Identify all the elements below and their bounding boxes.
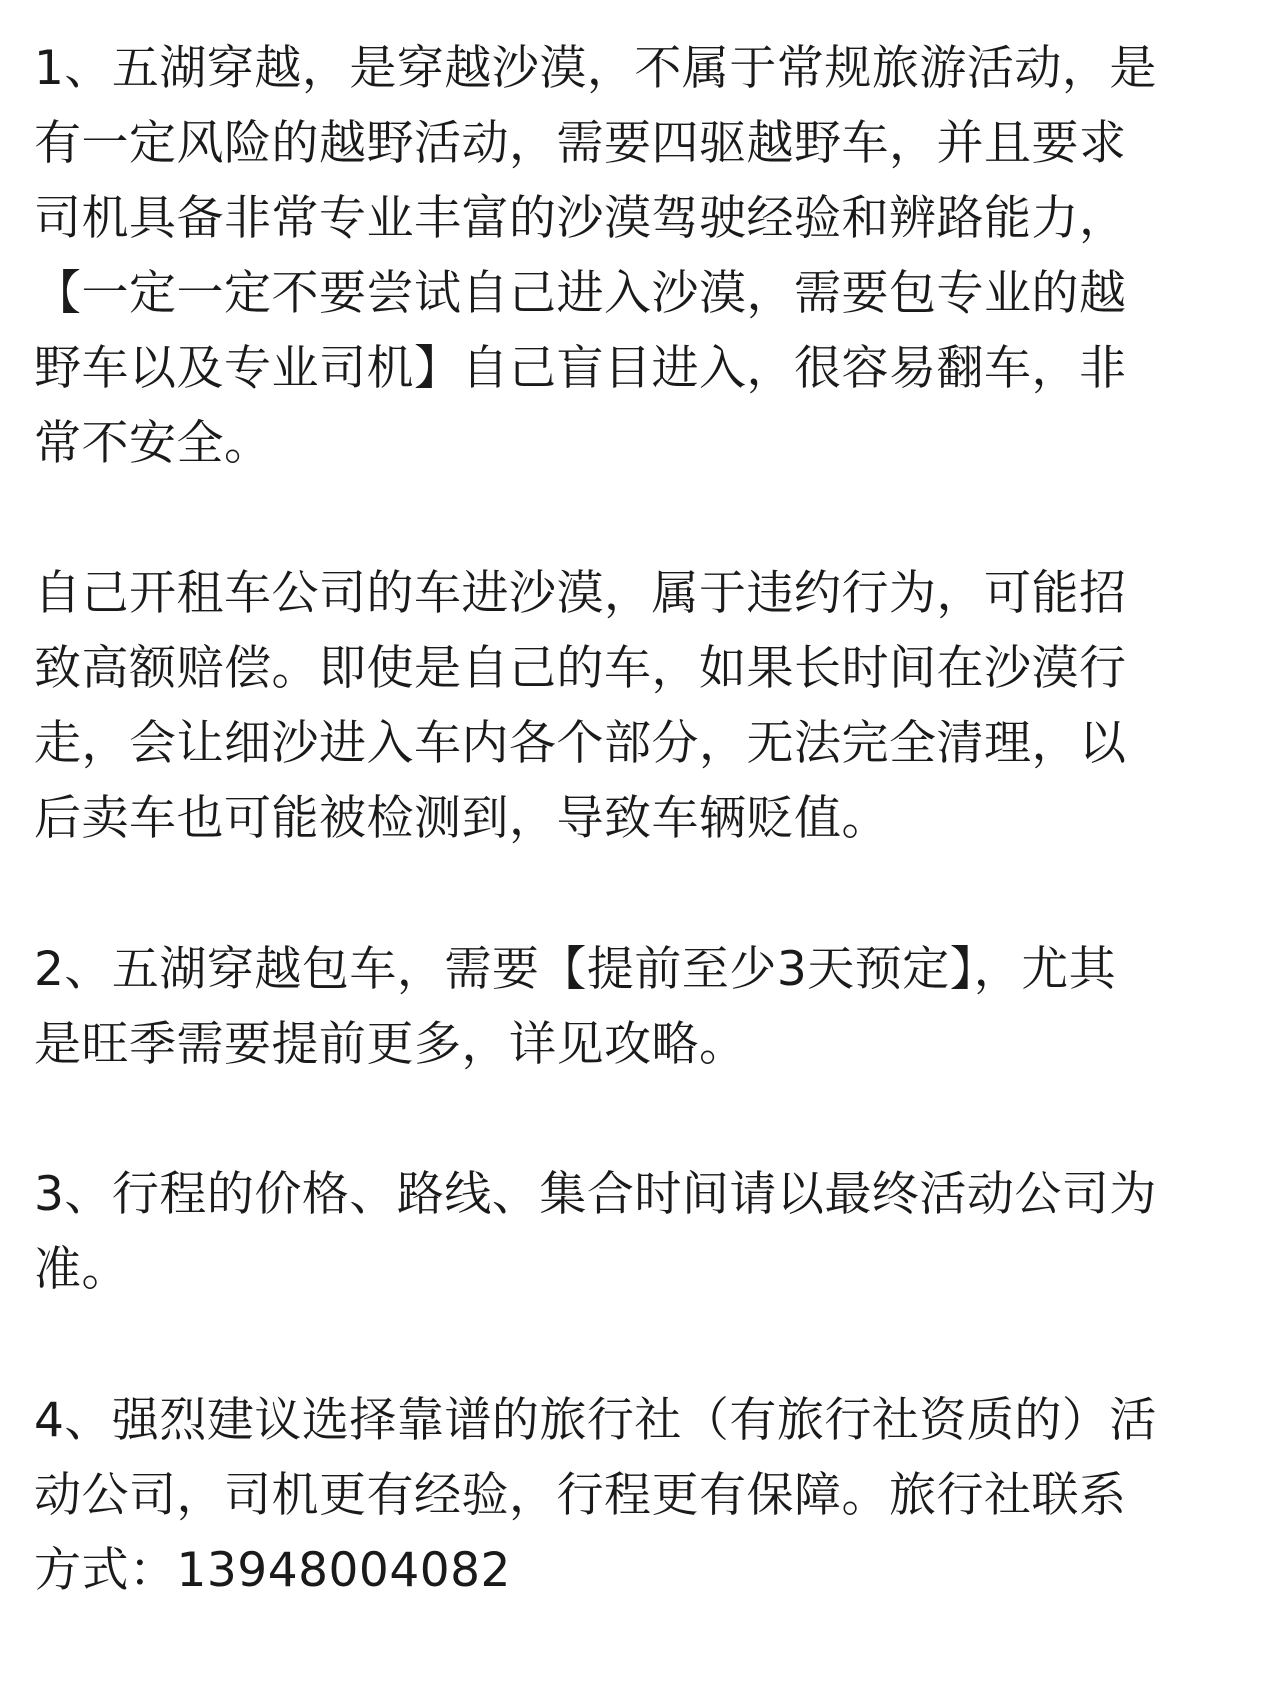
text-line: 自己开租车公司的车进沙漠，属于违约行为，可能招 [34, 566, 1127, 621]
text-line: 1、五湖穿越，是穿越沙漠，不属于常规旅游活动，是 [34, 41, 1157, 96]
text-line: 有一定风险的越野活动，需要四驱越野车，并且要求 [34, 116, 1127, 171]
text-line: 4、强烈建议选择靠谱的旅行社（有旅行社资质的）活 [34, 1393, 1157, 1448]
text-line: 野车以及专业司机】自己盲目进入，很容易翻车，非 [34, 341, 1127, 396]
text-line: 方式：13948004082 [34, 1543, 511, 1598]
text-line: 走，会让细沙进入车内各个部分，无法完全清理，以 [34, 716, 1127, 771]
text-line: 是旺季需要提前更多，详见攻略。 [34, 1017, 747, 1072]
text-line: 准。 [34, 1242, 129, 1297]
text-line: 3、行程的价格、路线、集合时间请以最终活动公司为 [34, 1167, 1157, 1222]
text-line: 后卖车也可能被检测到，导致车辆贬值。 [34, 791, 889, 846]
text-line: 2、五湖穿越包车，需要【提前至少3天预定】，尤其 [34, 942, 1117, 997]
text-line: 动公司，司机更有经验，行程更有保障。旅行社联系 [34, 1468, 1127, 1523]
text-line: 【一定一定不要尝试自己进入沙漠，需要包专业的越 [34, 266, 1127, 321]
text-line: 常不安全。 [34, 416, 272, 471]
text-line: 司机具备非常专业丰富的沙漠驾驶经验和辨路能力， [34, 191, 1127, 246]
text-line: 致高额赔偿。即使是自己的车，如果长时间在沙漠行 [34, 641, 1127, 696]
